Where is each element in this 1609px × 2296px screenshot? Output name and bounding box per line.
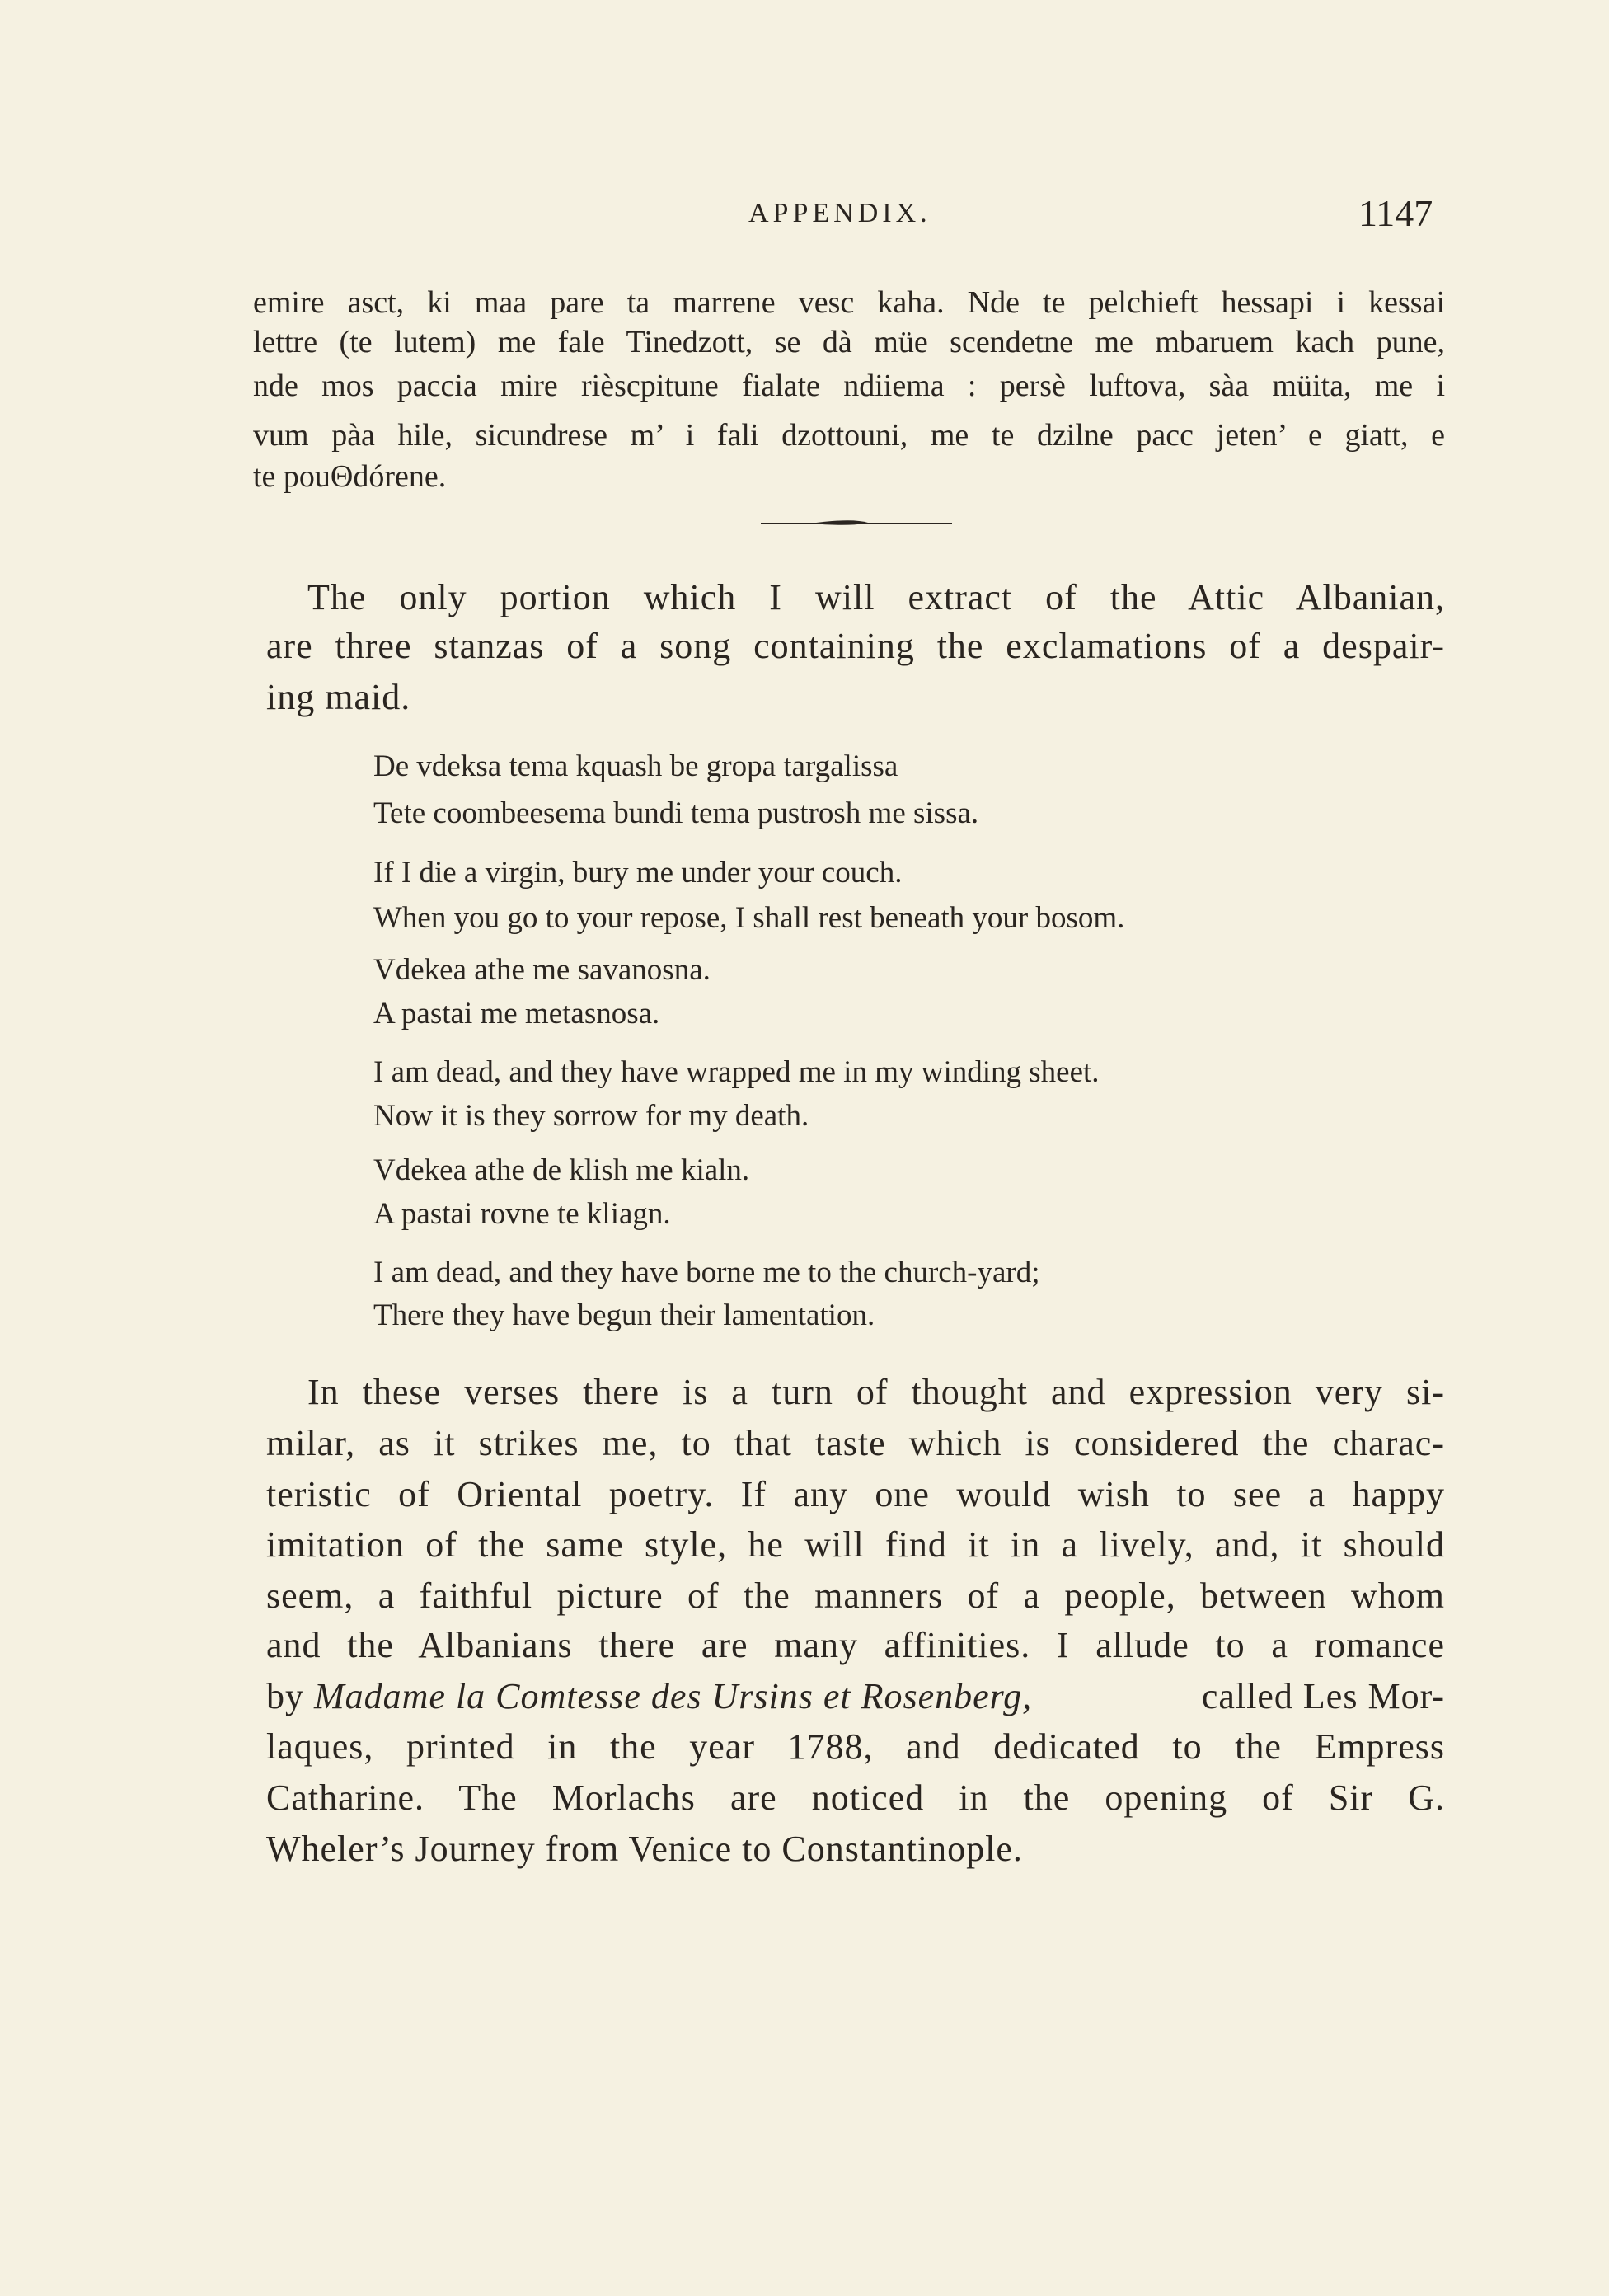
verse-line: If I die a virgin, bury me under your couch.	[373, 856, 903, 890]
text-line: Wheler’s Journey from Venice to Constantinople.	[266, 1829, 1023, 1869]
text-line: laques, printed in the year 1788, and dedicated to the Empress	[266, 1726, 1445, 1767]
page-number: 1147	[1358, 192, 1433, 234]
verse-line: I am dead, and they have wrapped me in my winding sheet.	[373, 1055, 1100, 1089]
text-line: The only portion which I will extract of the Attic Albanian,	[307, 577, 1445, 617]
running-head: APPENDIX.	[748, 198, 931, 228]
verse-line: There they have begun their lamentation.	[373, 1298, 875, 1332]
text-line: emire asct, ki maa pare ta marrene vesc kaha. Nde te pelchieft hessapi i kessai	[253, 285, 1445, 320]
text-segment: called Les Mor-	[1191, 1676, 1445, 1716]
verse-line: De vdeksa tema kquash be gropa targalissa	[373, 749, 898, 783]
text-line: milar, as it strikes me, to that taste which is considered the charac-	[266, 1423, 1445, 1463]
verse-line: When you go to your repose, I shall rest beneath your bosom.	[373, 901, 1125, 935]
text-line: lettre (te lutem) me fale Tinedzott, se dà müe scendetne me mbaruem kach pune,	[253, 325, 1445, 359]
text-line: te pouΘdórene.	[253, 459, 447, 494]
text-line: are three stanzas of a song containing the exclamations of a despair-	[266, 626, 1445, 666]
text-line: ing maid.	[266, 677, 411, 717]
text-line: teristic of Oriental poetry. If any one would wish to see a happy	[266, 1474, 1445, 1514]
verse-line: Vdekea athe me savanosna.	[373, 953, 711, 987]
text-line: In these verses there is a turn of thought and expression very si-	[307, 1372, 1445, 1412]
verse-line: Tete coombeesema bundi tema pustrosh me sissa.	[373, 796, 979, 830]
verse-line: I am dead, and they have borne me to the church-yard;	[373, 1256, 1040, 1289]
text-segment	[266, 1676, 1033, 1716]
section-divider-ornament	[761, 518, 952, 528]
italic-author-name: Madame la Comtesse des Ursins et Rosenberg,	[314, 1676, 1033, 1716]
verse-line: A pastai me metasnosa.	[373, 997, 660, 1031]
text-line: vum pàa hile, sicundrese m’ i fali dzottouni, me te dzilne pacc jeten’ e giatt, e	[253, 418, 1445, 453]
text-line: and the Albanians there are many affinities. I allude to a romance	[266, 1625, 1445, 1665]
verse-line: Vdekea athe de klish me kialn.	[373, 1153, 750, 1187]
text-line: imitation of the same style, he will find it in a lively, and, it should	[266, 1524, 1445, 1565]
text-line: seem, a faithful picture of the manners of a people, between whom	[266, 1575, 1445, 1616]
text-line: nde mos paccia mire rièscpitune fialate ndiiema : persè luftova, sàa müita, me i	[253, 369, 1445, 403]
text-line: Catharine. The Morlachs are noticed in the opening of Sir G.	[266, 1777, 1445, 1818]
text-line	[266, 1676, 1445, 1716]
verse-line: A pastai rovne te kliagn.	[373, 1197, 671, 1231]
verse-line: Now it is they sorrow for my death.	[373, 1099, 809, 1133]
text-segment: by	[266, 1676, 314, 1716]
